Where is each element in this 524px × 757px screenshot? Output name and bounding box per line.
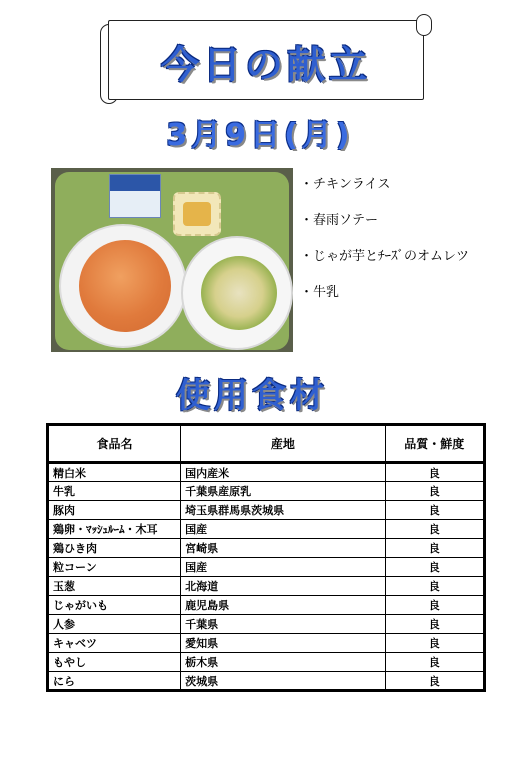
- table-row: [48, 482, 485, 501]
- table-row: [48, 520, 485, 539]
- menu-list: [300, 175, 510, 319]
- scroll-curl-right: [416, 14, 432, 36]
- ingredients-title: 使用食材: [176, 376, 328, 416]
- origin: 国産: [181, 520, 385, 539]
- table-row: [48, 463, 485, 482]
- menu-item: ・牛乳: [300, 285, 340, 300]
- quality: 良: [385, 596, 484, 615]
- menu-item: ・じゃが芋とﾁｰｽﾞのオムレツ: [300, 249, 470, 264]
- header-food-name: 食品名: [48, 425, 181, 463]
- origin: 宮崎県: [181, 539, 385, 558]
- food-name: 粒コーン: [48, 558, 181, 577]
- origin: 愛知県: [181, 634, 385, 653]
- harusame-saute: [201, 256, 277, 330]
- quality: 良: [385, 539, 484, 558]
- food-name: にら: [48, 672, 181, 691]
- origin: 国内産米: [181, 463, 385, 482]
- ingredients-table: [46, 423, 486, 692]
- quality: 良: [385, 558, 484, 577]
- quality: 良: [385, 653, 484, 672]
- food-name: 玉葱: [48, 577, 181, 596]
- table-header-row: [48, 425, 485, 463]
- table-row: [48, 577, 485, 596]
- table-row: [48, 615, 485, 634]
- food-name: 豚肉: [48, 501, 181, 520]
- milk-carton: [109, 174, 161, 218]
- origin: 鹿児島県: [181, 596, 385, 615]
- menu-item: ・チキンライス: [300, 177, 391, 192]
- origin: 国産: [181, 558, 385, 577]
- quality: 良: [385, 615, 484, 634]
- food-name: キャベツ: [48, 634, 181, 653]
- table-row: [48, 539, 485, 558]
- quality: 良: [385, 482, 484, 501]
- food-name: 鶏卵・ﾏｯｼｭﾙｰﾑ・木耳: [48, 520, 181, 539]
- table-row: [48, 634, 485, 653]
- food-name: 鶏ひき肉: [48, 539, 181, 558]
- header-origin: 産地: [181, 425, 385, 463]
- table-row: [48, 672, 485, 691]
- quality: 良: [385, 463, 484, 482]
- menu-date: 3月9日(月): [166, 118, 354, 153]
- origin: 茨城県: [181, 672, 385, 691]
- food-name: 精白米: [48, 463, 181, 482]
- chicken-rice: [79, 240, 171, 332]
- header-quality: 品質・鮮度: [385, 425, 484, 463]
- quality: 良: [385, 634, 484, 653]
- side-plate: [181, 236, 293, 350]
- origin: 千葉県産原乳: [181, 482, 385, 501]
- page-title: 今日の献立: [160, 43, 371, 87]
- food-name: じゃがいも: [48, 596, 181, 615]
- omelet-cup: [173, 192, 221, 236]
- meal-photo: [51, 168, 293, 352]
- quality: 良: [385, 520, 484, 539]
- title-banner: [98, 14, 434, 102]
- origin: 埼玉県群馬県茨城県: [181, 501, 385, 520]
- rice-bowl: [59, 224, 187, 348]
- origin: 北海道: [181, 577, 385, 596]
- food-name: 人参: [48, 615, 181, 634]
- quality: 良: [385, 501, 484, 520]
- food-name: もやし: [48, 653, 181, 672]
- quality: 良: [385, 672, 484, 691]
- table-row: [48, 653, 485, 672]
- quality: 良: [385, 577, 484, 596]
- menu-item: ・春雨ソテー: [300, 213, 379, 228]
- table-row: [48, 596, 485, 615]
- table-row: [48, 558, 485, 577]
- lunch-tray: [55, 172, 289, 350]
- food-name: 牛乳: [48, 482, 181, 501]
- origin: 千葉県: [181, 615, 385, 634]
- table-row: [48, 501, 485, 520]
- origin: 栃木県: [181, 653, 385, 672]
